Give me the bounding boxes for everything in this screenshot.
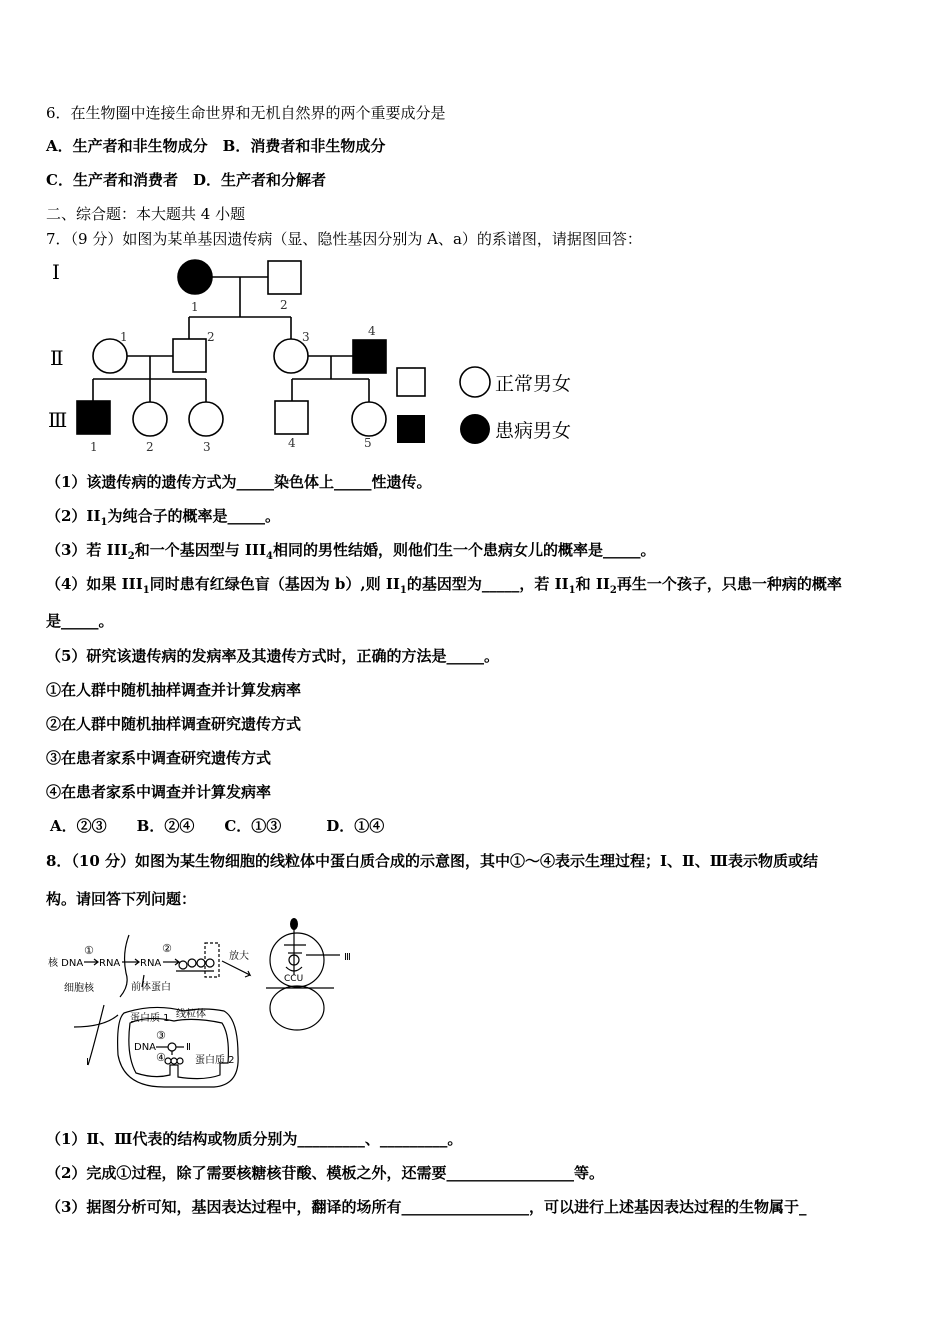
pedigree-num-III-4: 4 [288,436,296,450]
pedigree-num-I-2: 2 [280,298,288,312]
legend-normal-female [460,367,490,397]
pedigree-num-II-2: 2 [207,330,215,344]
pedigree-num-III-2: 2 [146,440,154,454]
legend-normal-label: 正常男女 [495,373,572,395]
label-III: Ⅲ [344,952,351,963]
q8-stem-line2: 构。请回答下列问题： [46,890,197,908]
pedigree-num-III-5: 5 [364,436,372,450]
pedigree-num-III-3: 3 [203,440,211,454]
pedigree-III-3-normal-female [189,402,223,436]
label-mitochondrion: 线粒体 [176,1009,206,1020]
q8-stem-line1: 8．（10 分）如图为某生物细胞的线粒体中蛋白质合成的示意图，其中①～④表示生理过程；Ⅰ、Ⅱ、Ⅲ表示物质或结 [46,852,818,870]
label-step-2: ② [162,942,172,955]
mitochondria-protein-diagram [44,915,374,1095]
q7-sub2: $(2)II_1$为纯合子的概率是_____。 [46,507,280,528]
label-nuclear-dna: 核 DNA [48,958,84,969]
label-step-1: ① [84,944,94,957]
q8-sub2: （2）完成①过程，除了需要核糖核苷酸、模板之外，还需要_________________等。 [46,1164,604,1182]
q6-options-ab: A．生产者和非生物成分 B．消费者和非生物成分 [46,137,386,155]
pedigree-I-1-affected-female [178,260,212,294]
pedigree-num-II-1: 1 [120,330,128,344]
gen-label-2: Ⅱ [50,346,64,370]
gen-label-3: Ⅲ [48,408,68,432]
legend-affected-female [460,414,490,444]
section-2-heading: 二、综合题：本大题共 4 小题 [46,205,246,223]
q7-choice-4: ④在患者家系中调查并计算发病率 [46,783,272,801]
pedigree-chart [44,255,584,460]
legend-affected-label: 患病男女 [495,420,572,442]
label-I: Ⅰ [86,1057,89,1068]
q6-options-cd: C．生产者和消费者 D．生产者和分解者 [46,171,326,189]
pedigree-III-1-affected-male [77,401,110,434]
q7-choice-1: ①在人群中随机抽样调查并计算发病率 [46,681,302,699]
q7-choice-2: ②在人群中随机抽样调查研究遗传方式 [46,715,302,733]
q8-sub3: （3）据图分析可知，基因表达过程中，翻译的场所有_________________，可以进行上述基因表达过程的生物属于_ [46,1198,807,1216]
q7-sub5: （5）研究该遗传病的发病率及其遗传方式时，正确的方法是_____。 [46,647,499,665]
pedigree-II-3-normal-female [274,339,308,373]
label-nucleus: 细胞核 [64,983,94,994]
q7-sub4: （4）如果 $III_1$同时患有红绿色盲（基因为 b）,则 $II_1$的基因型为_____，若 $II_1$和 $II_2$再生一个孩子，只患一种病的概率 [46,575,842,596]
q7-choice-3: ③在患者家系中调查研究遗传方式 [46,749,272,767]
label-anticodon: CCU [284,974,304,984]
label-rna-2: RNA [140,958,162,969]
label-rna-1: RNA [99,958,121,969]
pedigree-I-2-normal-male [268,261,301,294]
label-protein-1: 蛋白质 1 [130,1013,170,1024]
pedigree-num-II-4: 4 [368,324,376,338]
q7-sub4-cont: 是_____。 [46,612,114,630]
q6-stem: 6．在生物圈中连接生命世界和无机自然界的两个重要成分是 [46,104,446,122]
pedigree-III-2-normal-female [133,402,167,436]
label-mito-dna: DNA [134,1042,157,1053]
q8-sub1: （1）Ⅱ、Ⅲ代表的结构或物质分别为_________、_________。 [46,1130,463,1148]
q7-sub1: （1）该遗传病的遗传方式为_____染色体上_____性遗传。 [46,473,432,491]
legend-affected-male [397,415,425,443]
q7-options: A．②③ B．②④ C．①③ D．①④ [50,817,385,835]
label-step-4: ④ [156,1051,166,1064]
pedigree-num-II-3: 3 [302,330,310,344]
label-II: Ⅱ [186,1042,191,1053]
pedigree-II-1-normal-female [93,339,127,373]
pedigree-num-I-1: 1 [191,300,199,314]
pedigree-II-2-normal-male [173,339,206,372]
label-zoom: 放大 [229,951,249,962]
label-precursor-protein: 前体蛋白 [131,982,171,993]
legend-normal-male [397,368,425,396]
pedigree-II-4-affected-male [353,340,386,373]
gen-label-1: Ⅰ [52,260,60,284]
pedigree-III-5-normal-female [352,402,386,436]
q7-sub3: （3）若 $III_2$和一个基因型与 $III_4$相同的男性结婚，则他们生一个患病女儿的概率是_____。 [46,541,656,562]
q7-stem: 7．（9 分）如图为某单基因遗传病（显、隐性基因分别为 A、a）的系谱图，请据图回答： [46,230,642,248]
pedigree-num-III-1: 1 [90,440,98,454]
label-protein-2: 蛋白质 2 [195,1055,235,1066]
label-step-3: ③ [156,1029,166,1042]
pedigree-III-4-normal-male [275,401,308,434]
